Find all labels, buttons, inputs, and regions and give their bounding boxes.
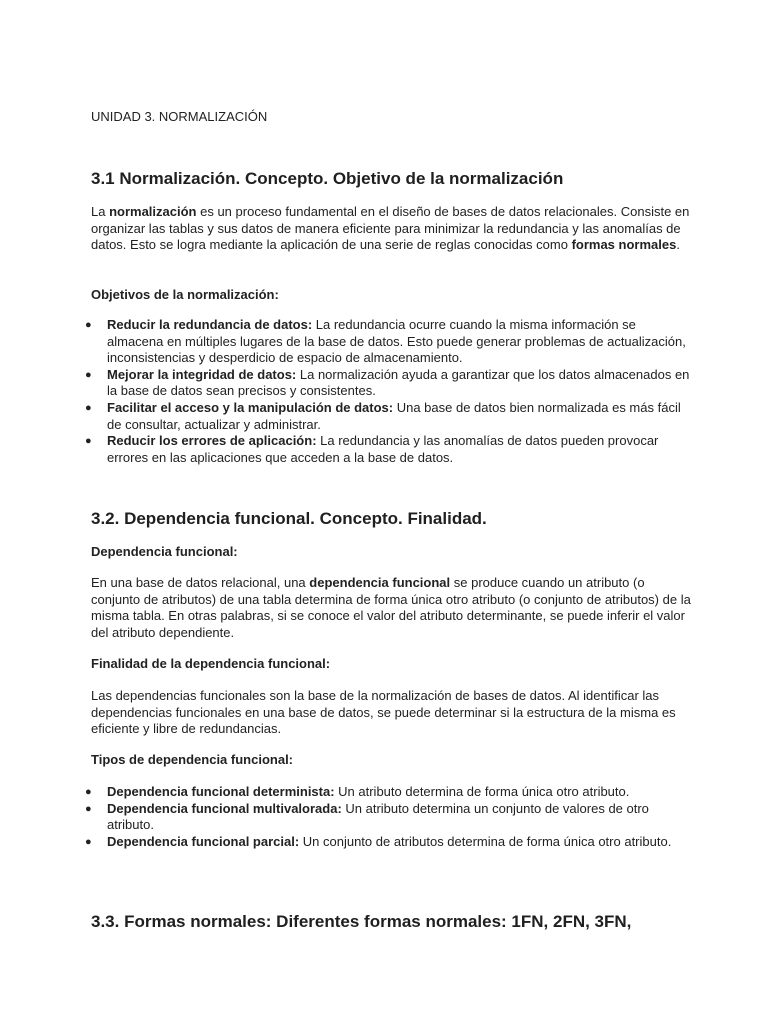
intro-text-2: es un proceso fundamental en el diseño de bases de datos relacionales. Consiste en organizar las tablas y sus datos de manera eficiente para minimizar la redundancia y las anomalías de datos. Esto se logra mediante la aplicación de una serie de reglas conocidas como — [91, 204, 690, 253]
bullet-icon: ● — [85, 802, 92, 815]
functional-dependency-label: Dependencia funcional: — [91, 544, 238, 559]
list-item — [85, 366, 691, 400]
intro-text-1: La — [91, 204, 110, 219]
dependency-types-list — [85, 784, 691, 850]
list-item — [85, 800, 691, 834]
types-label: Tipos de dependencia funcional: — [91, 752, 294, 767]
section-heading-3-2: 3.2. Dependencia funcional. Concepto. Finalidad. — [91, 509, 487, 528]
normalization-intro-paragraph — [91, 204, 691, 254]
bullet-icon: ● — [85, 368, 92, 381]
intro-bold-normalizacion: normalización — [109, 204, 197, 219]
functional-dependency-definition — [91, 575, 691, 641]
list-item-bold: Dependencia funcional multivalorada: — [107, 800, 342, 816]
list-item — [85, 784, 691, 801]
list-item-text: Un atributo determina un conjunto de valores de otro atributo. — [107, 800, 649, 833]
list-item-text: La redundancia y las anomalías de datos pueden provocar errores en las aplicaciones que acceden a la base de datos. — [107, 433, 659, 465]
list-item-text: Una base de datos bien normalizada es más fácil de consultar, actualizar y administrar. — [107, 399, 681, 432]
list-item-bold: Reducir la redundancia de datos: — [107, 317, 313, 332]
list-item — [85, 433, 691, 466]
intro-text-3: . — [676, 237, 680, 253]
list-item-text: Un conjunto de atributos determina de forma única otro atributo. — [299, 833, 672, 849]
list-item — [85, 317, 691, 367]
bullet-icon: ● — [85, 786, 92, 798]
bullet-icon: ● — [85, 401, 92, 414]
section-heading-3-1: 3.1 Normalización. Concepto. Objetivo de la normalización — [91, 169, 564, 188]
unit-title: UNIDAD 3. NORMALIZACIÓN — [91, 109, 268, 124]
list-item-bold: Dependencia funcional determinista: — [107, 784, 335, 799]
bullet-icon: ● — [85, 435, 92, 448]
objectives-list — [85, 317, 691, 466]
list-item-bold: Reducir los errores de aplicación: — [107, 433, 317, 449]
list-item-bold: Facilitar el acceso y la manipulación de datos: — [107, 399, 394, 415]
bullet-icon: ● — [85, 319, 92, 331]
def-bold-dependencia-funcional: dependencia funcional — [309, 575, 451, 590]
list-item-bold: Mejorar la integridad de datos: — [107, 366, 297, 382]
def-text-2: se produce cuando un atributo (o conjunto de atributos) de una tabla determina de forma única otro atributo (o conjunto de atributos) de la misma tabla. En otras palabras, si se conoce el valor del atributo determinante, se puede inferir el valor del atributo dependiente. — [91, 575, 691, 640]
purpose-label: Finalidad de la dependencia funcional: — [91, 656, 331, 671]
objectives-label: Objetivos de la normalización: — [91, 287, 279, 302]
list-item-bold: Dependencia funcional parcial: — [107, 833, 300, 849]
section-heading-3-3: 3.3. Formas normales: Diferentes formas normales: 1FN, 2FN, 3FN, — [91, 912, 632, 931]
list-item — [85, 833, 691, 851]
list-item-text: Un atributo determina de forma única otro atributo. — [334, 784, 630, 799]
bullet-icon: ● — [85, 835, 92, 848]
list-item-text: La normalización ayuda a garantizar que los datos almacenados en la base de datos sean precisos y consistentes. — [107, 366, 690, 399]
list-item — [85, 399, 691, 433]
intro-bold-formas-normales: formas normales — [571, 237, 677, 253]
purpose-paragraph: Las dependencias funcionales son la base de la normalización de bases de datos. Al identificar las dependencias funcionales en una base de datos, se puede determinar si la estructura de la misma es eficiente y libre de redundancias. — [91, 688, 676, 737]
list-item-text: La redundancia ocurre cuando la misma información se almacena en múltiples lugares de la base de datos. Esto puede generar problemas de actualización, inconsistencias y desperdicio de espacio de almacenamiento. — [107, 317, 686, 366]
def-text-1: En una base de datos relacional, una — [91, 575, 310, 590]
